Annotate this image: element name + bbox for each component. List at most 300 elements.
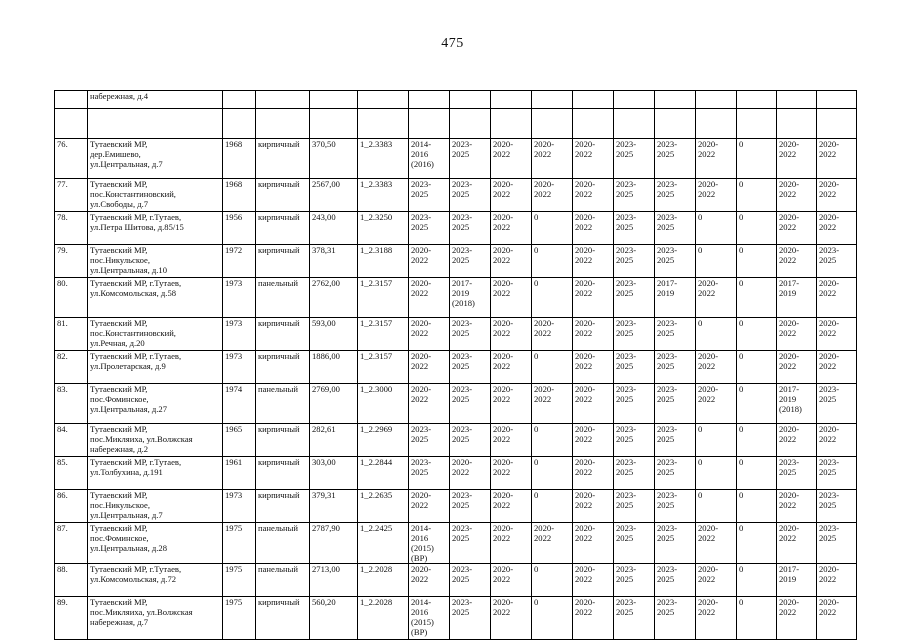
cell-period-text: 2023- 2025 xyxy=(657,490,678,510)
table-row xyxy=(55,318,857,351)
cell-year-text: 1961 xyxy=(225,457,243,467)
cell-material-text: кирпичный xyxy=(258,139,300,149)
cell-period-text: 2020- 2022 xyxy=(411,318,432,338)
cell-period xyxy=(655,245,696,278)
cell-period xyxy=(409,318,450,351)
cell-period-text: 2023- 2025 xyxy=(657,318,678,338)
cell-period-text: 2023- 2025 xyxy=(819,384,840,404)
cell-period xyxy=(532,179,573,212)
cell-material xyxy=(256,245,310,278)
cell-period-text: 2023- 2025 xyxy=(452,564,473,584)
cell-address xyxy=(88,490,223,523)
cell-year-text: 1956 xyxy=(225,212,243,222)
cell-period-text: 0 xyxy=(739,523,744,533)
cell-period xyxy=(532,351,573,384)
cell-period-text: 2023- 2025 xyxy=(411,424,432,444)
cell-num xyxy=(55,523,88,564)
cell-period xyxy=(491,91,532,109)
cell-period-text: 2020- 2022 xyxy=(575,490,596,510)
cell-period-text: 2020- 2022 xyxy=(493,318,514,338)
cell-period xyxy=(409,139,450,179)
cell-period-text: 2020- 2022 xyxy=(493,351,514,371)
spacer-cell xyxy=(614,109,655,139)
cell-code-text: 1_2.3188 xyxy=(360,245,393,255)
cell-period xyxy=(817,384,857,424)
cell-period xyxy=(777,597,817,640)
spacer-cell xyxy=(88,109,223,139)
cell-period-text: 2023- 2025 xyxy=(657,212,678,232)
cell-period xyxy=(491,597,532,640)
table-row-continued xyxy=(55,91,857,109)
cell-period-text: 2014- 2016 (2015) (ВР) xyxy=(411,523,434,563)
cell-code xyxy=(358,278,409,318)
cell-period-text: 2023- 2025 xyxy=(616,523,637,543)
cell-year-text: 1973 xyxy=(225,490,243,500)
cell-period xyxy=(491,179,532,212)
spacer-cell xyxy=(777,109,817,139)
cell-period-text: 2014- 2016 (2016) xyxy=(411,139,434,169)
cell-code-text: 1_2.3157 xyxy=(360,351,393,361)
cell-period xyxy=(450,490,491,523)
cell-period xyxy=(450,351,491,384)
table-body xyxy=(55,91,857,640)
cell-period xyxy=(655,91,696,109)
cell-year xyxy=(223,212,256,245)
cell-period xyxy=(573,424,614,457)
cell-period xyxy=(532,91,573,109)
cell-period-text: 2020- 2022 xyxy=(819,424,840,444)
cell-period-text: 2020- 2022 xyxy=(779,139,800,159)
cell-address-text: Тутаевский МР, пос.Фоминское, ул.Центральная, д.27 xyxy=(90,384,168,414)
cell-period-text: 2023- 2025 xyxy=(657,351,678,371)
cell-period-text: 2023- 2025 xyxy=(616,597,637,617)
cell-period xyxy=(450,91,491,109)
cell-period xyxy=(777,139,817,179)
cell-period xyxy=(777,245,817,278)
cell-period-text: 2023- 2025 xyxy=(616,139,637,159)
cell-period xyxy=(696,139,737,179)
cell-period xyxy=(696,597,737,640)
cell-period-text: 2023- 2025 xyxy=(616,457,637,477)
cell-material xyxy=(256,351,310,384)
cell-material xyxy=(256,212,310,245)
cell-period xyxy=(573,318,614,351)
cell-period xyxy=(573,564,614,597)
cell-period-text: 2017- 2019 xyxy=(779,278,800,298)
cell-period xyxy=(573,139,614,179)
cell-period-text: 2023- 2025 xyxy=(452,245,473,265)
cell-period-text: 0 xyxy=(739,351,744,361)
cell-year-text: 1975 xyxy=(225,597,243,607)
cell-code xyxy=(358,91,409,109)
cell-period xyxy=(817,91,857,109)
cell-area xyxy=(310,424,358,457)
cell-num-text: 86. xyxy=(57,490,68,500)
cell-period-text: 2023- 2025 xyxy=(657,139,678,159)
cell-period-text: 0 xyxy=(739,597,744,607)
cell-period-text: 0 xyxy=(739,384,744,394)
cell-period-text: 2020- 2022 xyxy=(493,457,514,477)
cell-period xyxy=(777,351,817,384)
cell-period-text: 0 xyxy=(739,278,744,288)
cell-material-text: кирпичный xyxy=(258,351,300,361)
cell-code-text: 1_2.2844 xyxy=(360,457,393,467)
spacer-cell xyxy=(358,109,409,139)
cell-period-text: 2020- 2022 xyxy=(575,457,596,477)
table-row xyxy=(55,490,857,523)
cell-period xyxy=(737,457,777,490)
cell-period xyxy=(532,318,573,351)
cell-period-text: 2020- 2022 xyxy=(698,564,719,584)
cell-period xyxy=(817,245,857,278)
cell-period xyxy=(450,318,491,351)
cell-period-text: 2023- 2025 xyxy=(819,490,840,510)
cell-period-text: 2020- 2022 xyxy=(779,212,800,232)
cell-num xyxy=(55,597,88,640)
cell-period xyxy=(655,318,696,351)
cell-period xyxy=(450,245,491,278)
cell-area-text: 378,31 xyxy=(312,245,336,255)
cell-period xyxy=(614,564,655,597)
cell-period-text: 2023- 2025 xyxy=(657,179,678,199)
cell-code-text: 1_2.2969 xyxy=(360,424,393,434)
cell-area-text: 282,61 xyxy=(312,424,336,434)
cell-year-text: 1972 xyxy=(225,245,243,255)
cell-area xyxy=(310,318,358,351)
cell-period-text: 2020- 2022 xyxy=(575,212,596,232)
cell-area xyxy=(310,91,358,109)
cell-period xyxy=(491,212,532,245)
cell-period xyxy=(777,179,817,212)
cell-period xyxy=(737,318,777,351)
cell-year-text: 1975 xyxy=(225,564,243,574)
cell-period-text: 2020- 2022 xyxy=(819,318,840,338)
cell-period xyxy=(817,424,857,457)
cell-period xyxy=(777,523,817,564)
cell-period-text: 0 xyxy=(534,245,539,255)
cell-period xyxy=(409,424,450,457)
cell-address-text: Тутаевский МР, г.Тутаев, ул.Комсомольская, д.58 xyxy=(90,278,182,298)
cell-period-text: 2020- 2022 xyxy=(493,490,514,510)
spacer-cell xyxy=(817,109,857,139)
cell-period-text: 2020- 2022 xyxy=(575,318,596,338)
cell-period xyxy=(532,139,573,179)
cell-code xyxy=(358,523,409,564)
cell-period xyxy=(696,212,737,245)
cell-period xyxy=(573,179,614,212)
cell-period-text: 0 xyxy=(739,457,744,467)
cell-period xyxy=(737,245,777,278)
cell-period xyxy=(696,523,737,564)
cell-period xyxy=(491,278,532,318)
cell-area xyxy=(310,564,358,597)
cell-num xyxy=(55,91,88,109)
cell-period xyxy=(450,597,491,640)
table-row xyxy=(55,597,857,640)
cell-period-text: 0 xyxy=(739,564,744,574)
cell-period xyxy=(737,278,777,318)
cell-period-text: 2023- 2025 xyxy=(452,424,473,444)
cell-address xyxy=(88,564,223,597)
cell-code xyxy=(358,564,409,597)
cell-period xyxy=(737,384,777,424)
cell-period xyxy=(614,212,655,245)
cell-num-text: 89. xyxy=(57,597,68,607)
page-number: 475 xyxy=(441,36,464,51)
cell-period-text: 2023- 2025 xyxy=(452,318,473,338)
table-row xyxy=(55,212,857,245)
cell-period xyxy=(655,179,696,212)
cell-period xyxy=(737,351,777,384)
cell-code xyxy=(358,457,409,490)
cell-year xyxy=(223,457,256,490)
cell-material xyxy=(256,318,310,351)
cell-period xyxy=(817,523,857,564)
cell-period-text: 2020- 2022 xyxy=(779,424,800,444)
cell-period xyxy=(696,384,737,424)
cell-material-text: кирпичный xyxy=(258,212,300,222)
cell-num xyxy=(55,179,88,212)
cell-period xyxy=(450,278,491,318)
cell-period xyxy=(573,91,614,109)
cell-material xyxy=(256,91,310,109)
cell-period-text: 2020- 2022 xyxy=(493,179,514,199)
cell-period xyxy=(614,457,655,490)
cell-material xyxy=(256,597,310,640)
cell-period-text: 2020- 2022 xyxy=(411,384,432,404)
cell-period xyxy=(450,212,491,245)
cell-period xyxy=(655,278,696,318)
cell-area-text: 593,00 xyxy=(312,318,336,328)
cell-num-text: 82. xyxy=(57,351,68,361)
cell-period xyxy=(737,212,777,245)
cell-area-text: 370,50 xyxy=(312,139,336,149)
cell-period xyxy=(614,384,655,424)
cell-period-text: 2023- 2025 xyxy=(657,424,678,444)
cell-period-text: 2020- 2022 xyxy=(819,278,840,298)
cell-period xyxy=(409,457,450,490)
cell-period xyxy=(737,597,777,640)
cell-material xyxy=(256,424,310,457)
cell-period xyxy=(777,384,817,424)
cell-period-text: 2023- 2025 xyxy=(657,457,678,477)
spacer-cell xyxy=(491,109,532,139)
cell-period xyxy=(655,384,696,424)
cell-address xyxy=(88,351,223,384)
cell-period-text: 0 xyxy=(739,245,744,255)
spacer-cell xyxy=(223,109,256,139)
cell-period xyxy=(532,384,573,424)
cell-period-text: 2023- 2025 xyxy=(657,245,678,265)
cell-period xyxy=(817,278,857,318)
cell-year xyxy=(223,91,256,109)
cell-num-text: 87. xyxy=(57,523,68,533)
cell-period-text: 2020- 2022 xyxy=(493,597,514,617)
cell-period xyxy=(532,278,573,318)
cell-year xyxy=(223,597,256,640)
cell-area xyxy=(310,139,358,179)
cell-period-text: 2023- 2025 xyxy=(616,179,637,199)
cell-address: набережная, д.4 xyxy=(88,91,223,109)
cell-period xyxy=(655,523,696,564)
cell-period-text: 0 xyxy=(534,351,539,361)
cell-period-text: 2020- 2022 xyxy=(534,179,555,199)
cell-year-text: 1974 xyxy=(225,384,243,394)
cell-period xyxy=(491,245,532,278)
cell-period-text: 2023- 2025 xyxy=(411,212,432,232)
cell-period xyxy=(614,523,655,564)
table-row xyxy=(55,179,857,212)
spacer-cell xyxy=(55,109,88,139)
cell-address-text: Тутаевский МР, пос.Микляиха, ул.Волжская набережная, д.2 xyxy=(90,424,193,454)
cell-period xyxy=(614,490,655,523)
cell-period xyxy=(409,490,450,523)
cell-num-text: 76. xyxy=(57,139,68,149)
cell-period xyxy=(409,564,450,597)
cell-period xyxy=(655,351,696,384)
cell-period-text: 2023- 2025 xyxy=(616,245,637,265)
cell-period-text: 2020- 2022 xyxy=(411,564,432,584)
cell-period-text: 2023- 2025 xyxy=(657,384,678,404)
cell-num-text: 79. xyxy=(57,245,68,255)
cell-material-text: кирпичный xyxy=(258,490,300,500)
cell-area xyxy=(310,490,358,523)
cell-period xyxy=(817,139,857,179)
cell-period xyxy=(409,91,450,109)
cell-period-text: 0 xyxy=(698,424,703,434)
cell-year-text: 1973 xyxy=(225,351,243,361)
cell-code xyxy=(358,212,409,245)
cell-period-text: 2023- 2025 xyxy=(616,351,637,371)
cell-period-text: 2020- 2022 xyxy=(493,384,514,404)
spacer-cell xyxy=(256,109,310,139)
cell-period-text: 2020- 2022 xyxy=(493,139,514,159)
cell-period-text: 2023- 2025 xyxy=(411,457,432,477)
cell-code-text: 1_2.3250 xyxy=(360,212,393,222)
cell-period xyxy=(696,318,737,351)
cell-code xyxy=(358,179,409,212)
cell-period xyxy=(450,139,491,179)
cell-period xyxy=(737,91,777,109)
cell-period-text: 2023- 2025 xyxy=(616,384,637,404)
cell-num-text: 78. xyxy=(57,212,68,222)
cell-period-text: 0 xyxy=(534,457,539,467)
cell-period-text: 2023- 2025 xyxy=(452,139,473,159)
cell-period-text: 0 xyxy=(698,457,703,467)
cell-material xyxy=(256,523,310,564)
cell-area xyxy=(310,597,358,640)
cell-period xyxy=(573,212,614,245)
cell-code xyxy=(358,245,409,278)
cell-period xyxy=(777,457,817,490)
cell-period-text: 2020- 2022 xyxy=(534,318,555,338)
cell-material-text: панельный xyxy=(258,523,299,533)
cell-period-text: 0 xyxy=(739,318,744,328)
cell-period xyxy=(737,490,777,523)
cell-period-text: 2017- 2019 (2018) xyxy=(452,278,475,308)
cell-material xyxy=(256,278,310,318)
cell-period xyxy=(614,424,655,457)
cell-period-text: 2023- 2025 xyxy=(657,564,678,584)
cell-period-text: 2020- 2022 xyxy=(411,278,432,298)
cell-area-text: 2787,90 xyxy=(312,523,340,533)
cell-code-text: 1_2.3383 xyxy=(360,139,393,149)
cell-address-text: Тутаевский МР, г.Тутаев, ул.Петра Шитова, д.85/15 xyxy=(90,212,184,232)
cell-area-text: 2769,00 xyxy=(312,384,340,394)
table-row xyxy=(55,523,857,564)
cell-period xyxy=(450,564,491,597)
cell-period xyxy=(409,351,450,384)
cell-period-text: 2020- 2022 xyxy=(534,139,555,159)
cell-period xyxy=(737,564,777,597)
cell-period-text: 2020- 2022 xyxy=(819,564,840,584)
cell-period xyxy=(655,424,696,457)
cell-period xyxy=(491,384,532,424)
cell-num xyxy=(55,318,88,351)
cell-period-text: 0 xyxy=(698,318,703,328)
spacer-cell xyxy=(655,109,696,139)
cell-address-text: Тутаевский МР, пос.Константиновский, ул.Свободы, д.7 xyxy=(90,179,176,209)
cell-code-text: 1_2.3157 xyxy=(360,318,393,328)
cell-code xyxy=(358,597,409,640)
table-row xyxy=(55,139,857,179)
cell-area-text: 1886,00 xyxy=(312,351,340,361)
cell-num xyxy=(55,245,88,278)
cell-period xyxy=(655,139,696,179)
table-row xyxy=(55,384,857,424)
cell-period xyxy=(737,523,777,564)
cell-period-text: 2020- 2022 xyxy=(575,351,596,371)
cell-area-text: 2762,00 xyxy=(312,278,340,288)
cell-address xyxy=(88,139,223,179)
cell-num xyxy=(55,490,88,523)
table-row xyxy=(55,351,857,384)
cell-period-text: 2023- 2025 xyxy=(819,245,840,265)
cell-area-text: 303,00 xyxy=(312,457,336,467)
cell-year xyxy=(223,384,256,424)
cell-period xyxy=(532,597,573,640)
cell-num xyxy=(55,384,88,424)
cell-num xyxy=(55,564,88,597)
cell-period-text: 2020- 2022 xyxy=(575,179,596,199)
cell-period xyxy=(532,490,573,523)
cell-period-text: 2023- 2025 xyxy=(819,457,840,477)
cell-code-text: 1_2.2425 xyxy=(360,523,393,533)
cell-year xyxy=(223,564,256,597)
cell-period xyxy=(696,351,737,384)
cell-period xyxy=(491,424,532,457)
cell-period xyxy=(491,523,532,564)
cell-code-text: 1_2.3383 xyxy=(360,179,393,189)
cell-year-text: 1975 xyxy=(225,523,243,533)
cell-code xyxy=(358,384,409,424)
cell-area-text: 243,00 xyxy=(312,212,336,222)
cell-period-text: 2020- 2022 xyxy=(819,139,840,159)
cell-period-text: 2020- 2022 xyxy=(575,523,596,543)
cell-period-text: 2020- 2022 xyxy=(411,245,432,265)
cell-period-text: 2020- 2022 xyxy=(575,384,596,404)
cell-material xyxy=(256,457,310,490)
cell-area xyxy=(310,384,358,424)
cell-period xyxy=(655,212,696,245)
cell-year-text: 1968 xyxy=(225,139,243,149)
cell-address-text: Тутаевский МР, пос.Фоминское, ул.Центральная, д.28 xyxy=(90,523,168,553)
cell-period-text: 2020- 2022 xyxy=(698,278,719,298)
cell-code-text: 1_2.3000 xyxy=(360,384,393,394)
cell-num xyxy=(55,457,88,490)
cell-period-text: 2020- 2022 xyxy=(779,523,800,543)
cell-period xyxy=(409,278,450,318)
